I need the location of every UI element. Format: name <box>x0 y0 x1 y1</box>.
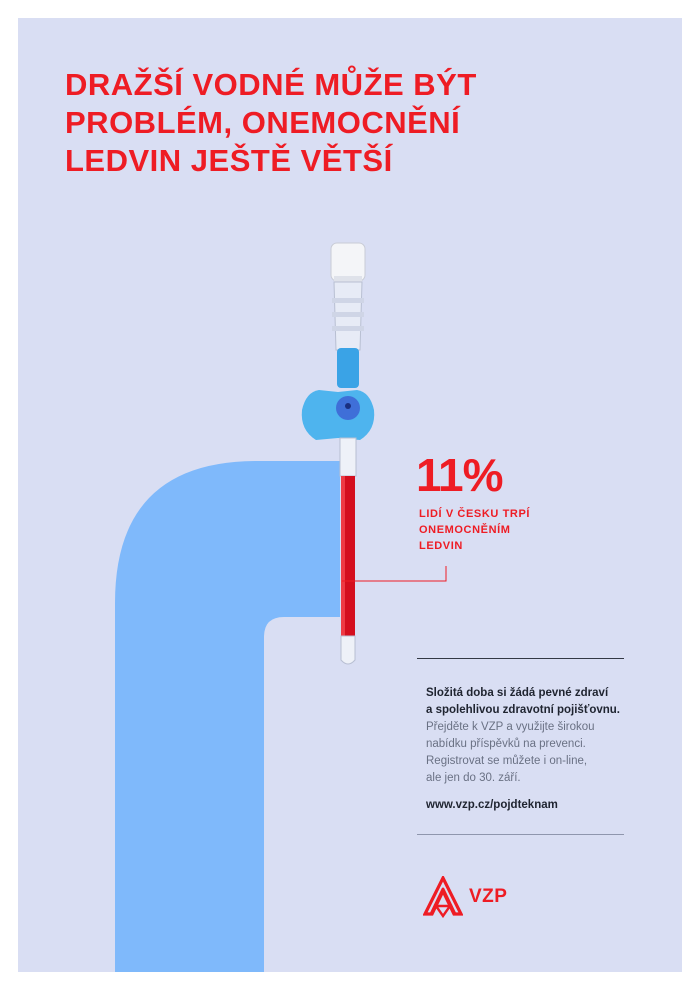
stat-label-line-3: LEDVIN <box>419 540 463 552</box>
stat-value: 11% <box>416 449 503 501</box>
info-body-line-1: Přejděte k VZP a využijte širokou <box>426 721 595 733</box>
divider-bottom <box>417 834 624 835</box>
info-body-line-4: ale jen do 30. září. <box>426 772 521 784</box>
info-lead-line-2: a spolehlivou zdravotní pojišťovnu. <box>426 704 621 716</box>
vzp-logo <box>423 876 507 918</box>
info-lead <box>426 685 631 719</box>
vzp-logo-icon <box>423 876 463 918</box>
poster <box>18 18 682 972</box>
info-body <box>426 719 631 787</box>
headline-line-2: PROBLÉM, ONEMOCNĚNÍ <box>65 105 461 140</box>
stat-label-line-1: LIDÍ V ČESKU TRPÍ <box>419 508 531 520</box>
stat-connector-line <box>18 18 682 972</box>
info-lead-line-1: Složitá doba si žádá pevné zdraví <box>426 687 609 699</box>
headline-line-3: LEDVIN JEŠTĚ VĚTŠÍ <box>65 143 393 178</box>
stat-label-line-2: ONEMOCNĚNÍM <box>419 524 511 536</box>
vzp-logo-text: VZP <box>469 886 508 907</box>
info-text <box>426 685 631 814</box>
headline-line-1: DRAŽŠÍ VODNÉ MŮŽE BÝT <box>65 67 477 102</box>
info-body-line-3: Registrovat se můžete i on-line, <box>426 755 588 767</box>
info-body-line-2: nabídku příspěvků na prevenci. <box>426 738 586 750</box>
website-link[interactable]: www.vzp.cz/pojdteknam <box>426 799 558 811</box>
divider-top <box>417 658 624 659</box>
